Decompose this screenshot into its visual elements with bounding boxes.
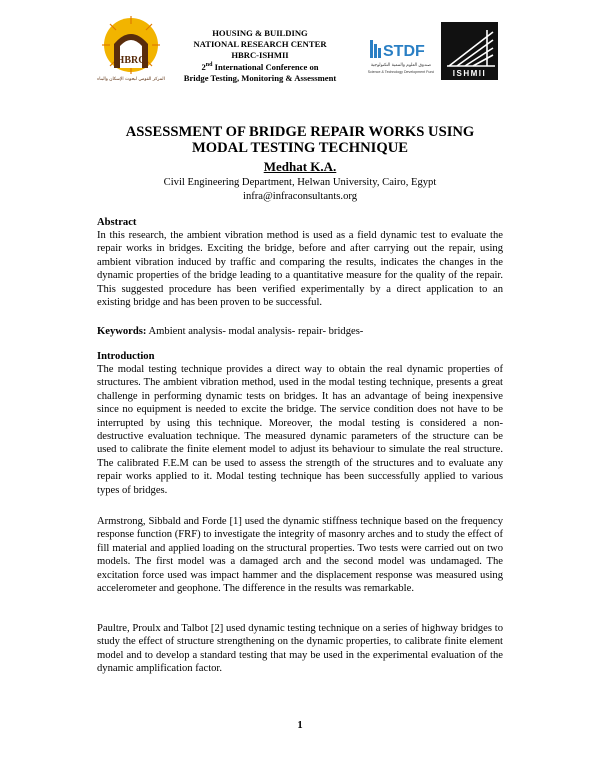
stdf-logo [368, 36, 434, 78]
paper-title [60, 124, 540, 156]
stdf-bars-icon [370, 40, 381, 58]
conference-topic: Bridge Testing, Monitoring & Assessment [183, 72, 337, 83]
stdf-logo-text: STDF [383, 43, 425, 60]
keywords-line [97, 325, 363, 338]
ishmii-logo-text: ISHMII [452, 69, 487, 78]
conference-ordinal-suffix: nd [205, 61, 213, 68]
title-line: MODAL TESTING TECHNIQUE [192, 140, 408, 156]
affiliation-line: Civil Engineering Department, Helwan University, Cairo, Egypt [163, 177, 437, 188]
keywords-label: Keywords: [97, 326, 147, 337]
introduction-heading: Introduction [97, 351, 155, 362]
author-affiliation [100, 176, 500, 204]
abstract-text: In this research, the ambient vibration method is used as a field dynamic test to evaluate the repair works in bridges. Exciting the bridge, before and after carrying out the repair, using ambient vibration induced by traffic and comparing the results, indicates the changes in the dynamic properties of the bridge leading to a quantitative measure for the quality of the repair. This suggested procedure has been verified experimentally by a direct application to an existing bridge and has been proven to be successful. [97, 230, 503, 309]
header-line: NATIONAL RESEARCH CENTER [193, 39, 327, 50]
abstract-heading: Abstract [97, 217, 137, 228]
header-line: HOUSING & BUILDING [212, 28, 308, 38]
conference-line [150, 62, 370, 73]
header-line: HBRC-ISHMII [231, 50, 289, 61]
intro-paragraph: The modal testing technique provides a direct way to obtain the real dynamic properties of structures. The ambient vibration method, used in the modal testing technique, presents a great challenge in performing dynamic tests on bridges. It has an advantage of being inexpensive since no equipment is needed to excite the bridge. The service condition does not have to be interrupted by using this technique. Moreover, the modal testing is considered a non-destructive evaluation technique. The measured dynamic parameters of the structure can be used to calibrate the finite element model to adjust its behaviour to simulate the real structure. The calibrated F.E.M can be used to assess the strength of the structures and to evaluate any repair works applied to it. Modal testing technique has been successfully applied to various types of bridges. [97, 364, 503, 496]
author-name: Medhat K.A. [263, 159, 337, 174]
keywords-text: Ambient analysis- modal analysis- repair- bridges- [146, 326, 364, 337]
conference-header [150, 28, 370, 84]
intro-paragraph: Paultre, Proulx and Talbot [2] used dynamic testing technique on a series of highway bridges to study the effect of structure strengthening on the dynamic properties, to calibrate finite element model and to develop a standard testing that may be used in the experimental evaluation of the dynamic amplification factor. [97, 623, 503, 675]
stdf-sub-text: Science & Technology Development Fund [368, 70, 434, 74]
hbrc-logo-text: HBRC [116, 55, 146, 66]
stdf-arabic-text: صندوق العلوم والتنمية التكنولوجية [370, 63, 432, 68]
ishmii-logo [441, 22, 498, 80]
hbrc-arabic-text: المركز القومي لبحوث الإسكان والبناء [97, 77, 165, 82]
email-line: infra@infraconsultants.org [243, 191, 357, 202]
page-number: 1 [297, 720, 303, 731]
title-line: ASSESSMENT OF BRIDGE REPAIR WORKS USING [125, 124, 475, 140]
conference-ordinal: 2 [201, 61, 206, 72]
intro-paragraph: Armstrong, Sibbald and Forde [1] used the dynamic stiffness technique based on the frequency response function (FRF) to investigate the integrity of masonry arches and to study the effect of fill material and applied loading on the structural properties. Two tests were carried out on two models. The first model was a damaged arch and the second model was undamaged. The excitation force used was impact hammer and the displacement response was measured using accelerometer and geophone. The difference in the results was remarkable. [97, 516, 503, 595]
conference-name: International Conference on [212, 61, 319, 72]
